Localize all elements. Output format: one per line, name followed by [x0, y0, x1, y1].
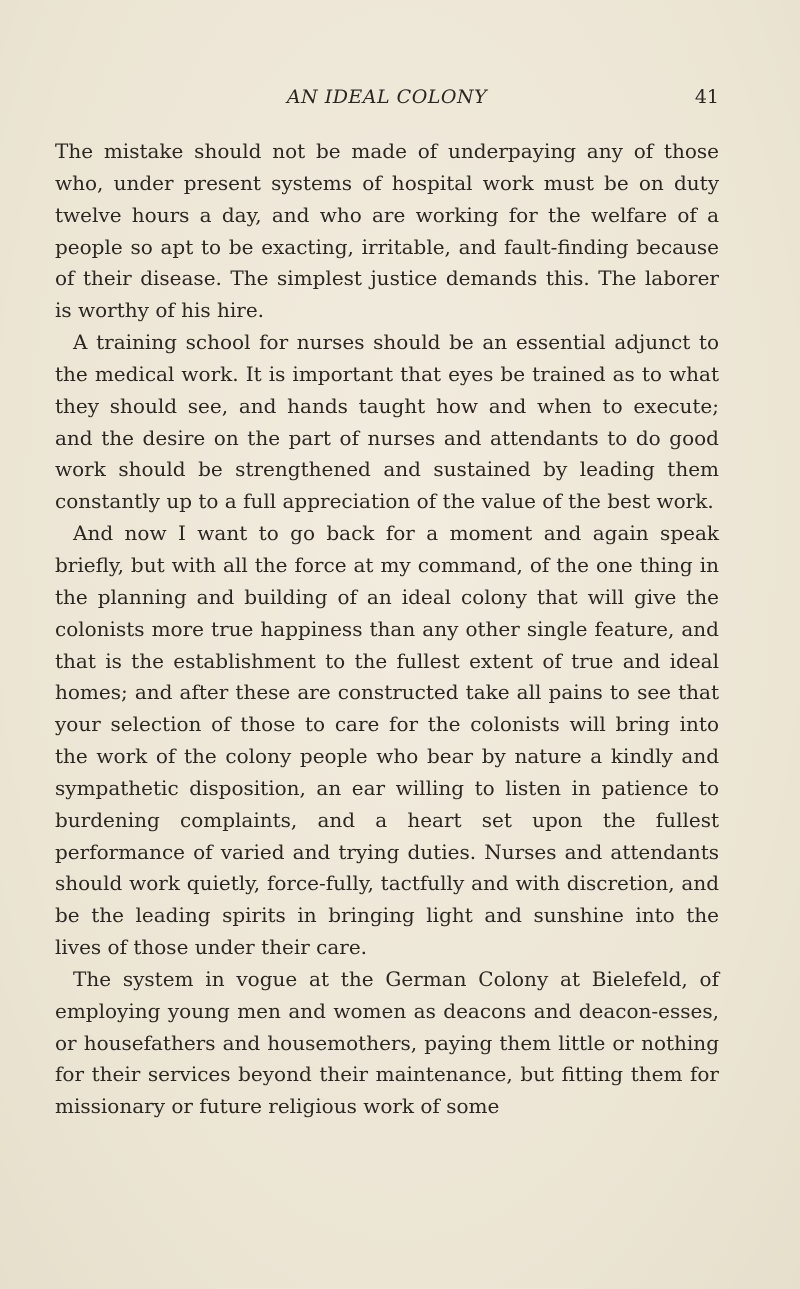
running-head [55, 86, 719, 116]
running-title: AN IDEAL COLONY [286, 86, 488, 108]
paragraph: And now I want to go back for a moment and again speak briefly, but with all the force at my command, of the one thing in the planning and building of an ideal colony that will give the colonists more true happiness than any other single feature, and that is the establishment to the fullest extent of true and ideal homes; and after these are constructed take all pains to see that your selection of those to care for the colonists will bring into the work of the colony people who bear by nature a kindly and sympathetic disposition, an ear willing to listen in patience to burdening complaints, and a heart set upon the fullest performance of varied and trying duties. Nurses and attendants should work quietly, force-fully, tactfully and with discretion, and be the leading spirits in bringing light and sunshine into the lives of those under their care. [55, 521, 719, 960]
paragraph: The mistake should not be made of underpaying any of those who, under present systems of hospital work must be on duty twelve hours a day, and who are working for the welfare of a people so apt to be exacting, irritable, and fault-finding because of their disease. The simplest justice demands this. The laborer is worthy of his hire. [55, 139, 719, 323]
paragraph: The system in vogue at the German Colony at Bielefeld, of employing young men and women as deacons and deacon-esses, or housefathers and housemothers, paying them little or nothing for their services beyond their maintenance, but fitting them for missionary or future religious work of some [55, 966, 719, 1119]
body-text [55, 136, 719, 1123]
paragraph: A training school for nurses should be an essential adjunct to the medical work. It is important that eyes be trained as to what they should see, and hands taught how and when to execute; and the desire on the part of nurses and attendants to do good work should be strengthened and sustained by leading them constantly up to a full appreciation of the value of the best work. [55, 330, 719, 514]
page-number: 41 [694, 86, 719, 108]
